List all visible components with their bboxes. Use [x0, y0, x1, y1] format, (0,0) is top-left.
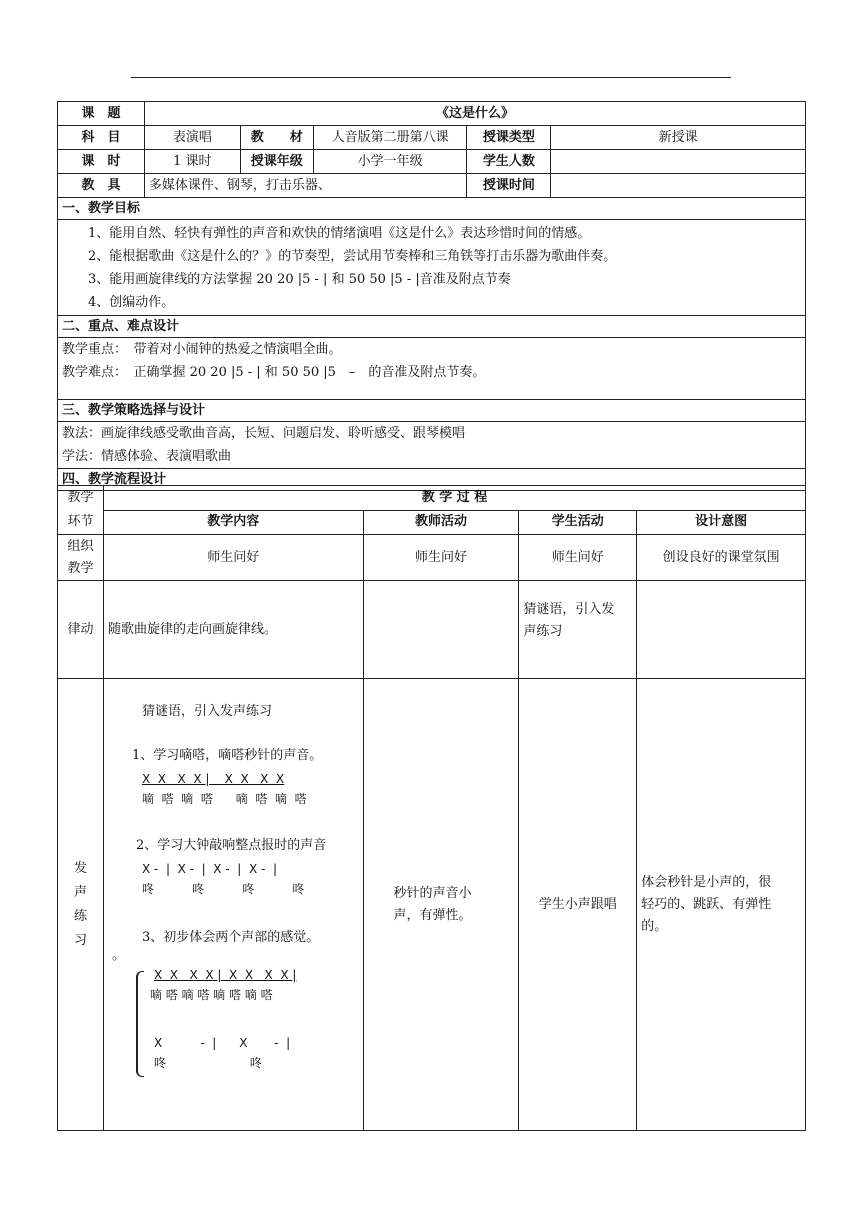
goal-item: 1、能用自然、轻快有弹性的声音和欢快的情绪演唱《这是什么》表达珍惜时间的情感。: [88, 225, 591, 241]
part1-lyrics: 嘀 嗒 嘀 嗒 嘀 嗒 嘀 嗒: [149, 988, 273, 1002]
vocal-dot: 。: [111, 948, 125, 963]
row-student: 学生小声跟唱: [519, 679, 637, 1131]
time-label: 授课时间: [467, 174, 551, 198]
lesson-type-label: 授课类型: [467, 126, 551, 150]
two-part-brace: [136, 971, 144, 1077]
stage-rhythm: 律动: [58, 581, 104, 679]
key-focus: 教学重点： 带着对小闹钟的热爱之情演唱全曲。: [62, 342, 342, 357]
stage-vocal: 发 声 练 习: [58, 679, 104, 1131]
strategy-learn: 学法：情感体验、表演唱歌曲: [62, 449, 232, 464]
step1-notes: X X X X | X X X X: [141, 772, 285, 786]
row-teacher: 秒针的声音小 声，有弹性。: [363, 679, 519, 1131]
row-intent: [637, 581, 806, 679]
key-difficulty: 教学难点： 正确掌握 20 20 |5 - | 和 50 50 |5 – 的音准及附点节奏。: [62, 365, 486, 380]
key-title: 二、重点、难点设计: [58, 316, 806, 338]
tools-value: 多媒体课件、钢琴，打击乐器、: [144, 174, 467, 198]
step2-notes: X - | X - | X - | X - |: [141, 862, 277, 876]
grade-label: 授课年级: [240, 150, 313, 174]
sections-table: [57, 197, 806, 491]
vocal-step3: 3、初步体会两个声部的感觉。: [141, 930, 320, 945]
time-value: [551, 174, 806, 198]
flow-title: 四、教学流程设计: [58, 469, 806, 491]
lesson-info-table: [57, 101, 806, 198]
subject-label: 科 目: [58, 126, 145, 150]
part2-lyrics: 咚 咚: [153, 1056, 262, 1070]
strategy-teach: 教法：画旋律线感受歌曲音高，长短、问题启发、聆听感受、跟琴模唱: [62, 426, 466, 441]
strategy-content: [58, 422, 806, 469]
vocal-step1: 1、学习嘀嗒，嘀嗒秒针的声音。: [131, 748, 323, 763]
step2-lyrics: 咚 咚 咚 咚: [141, 882, 305, 896]
goal-item: 3、能用画旋律线的方法掌握 20 20 |5 - | 和 50 50 |5 - |音准及附点节奏: [88, 271, 511, 287]
topic-label: 课 题: [58, 102, 145, 126]
textbook-label: 教 材: [240, 126, 313, 150]
part2-notes: X - | X - |: [153, 1036, 291, 1050]
vocal-step2: 2、学习大钟敲响整点报时的声音: [135, 838, 327, 853]
row-content: 师生问好: [103, 535, 363, 581]
goal-item: 2、能根据歌曲《这是什么的？》的节奏型，尝试用节奏棒和三角铁等打击乐器为歌曲伴奏。: [88, 248, 617, 264]
period-value: 1 课时: [144, 150, 240, 174]
stage-header: 教学 环节: [58, 486, 104, 535]
step1-lyrics: 嘀 嗒 嘀 嗒 嘀 嗒 嘀 嗒: [141, 792, 307, 806]
col-intent-header: 设计意图: [637, 510, 806, 535]
flow-table: [57, 485, 806, 1131]
goals-list: [58, 220, 806, 316]
header-rule: [131, 77, 731, 78]
subject-value: 表演唱: [144, 126, 240, 150]
goals-title: 一、教学目标: [58, 198, 806, 220]
row-teacher: 师生问好: [363, 535, 519, 581]
row-student: 猜谜语，引入发 声练习: [519, 581, 637, 679]
lesson-type-value: 新授课: [551, 126, 806, 150]
textbook-value: 人音版第二册第八课: [313, 126, 467, 150]
stage-organize: 组织 教学: [58, 535, 104, 581]
grade-value: 小学一年级: [313, 150, 467, 174]
part1-notes: X X X X | X X X X |: [153, 968, 297, 982]
row-student: 师生问好: [519, 535, 637, 581]
col-student-header: 学生活动: [519, 510, 637, 535]
students-value: [551, 150, 806, 174]
row-content: 随歌曲旋律的走向画旋律线。: [103, 581, 363, 679]
key-content: [58, 338, 806, 400]
vocal-content: [103, 679, 363, 1131]
row-teacher: [363, 581, 519, 679]
row-intent: 体会秒针是小声的，很 轻巧的、跳跃、有弹性 的。: [637, 679, 806, 1131]
period-label: 课 时: [58, 150, 145, 174]
topic-value: 《这是什么》: [144, 102, 805, 126]
process-header: 教 学 过 程: [103, 486, 805, 511]
col-content-header: 教学内容: [103, 510, 363, 535]
goal-item: 4、创编动作。: [88, 294, 175, 310]
col-teacher-header: 教师活动: [363, 510, 519, 535]
vocal-intro: 猜谜语，引入发声练习: [141, 704, 272, 719]
students-label: 学生人数: [467, 150, 551, 174]
row-intent: 创设良好的课堂氛围: [637, 535, 806, 581]
tools-label: 教 具: [58, 174, 145, 198]
strategy-title: 三、教学策略选择与设计: [58, 400, 806, 422]
